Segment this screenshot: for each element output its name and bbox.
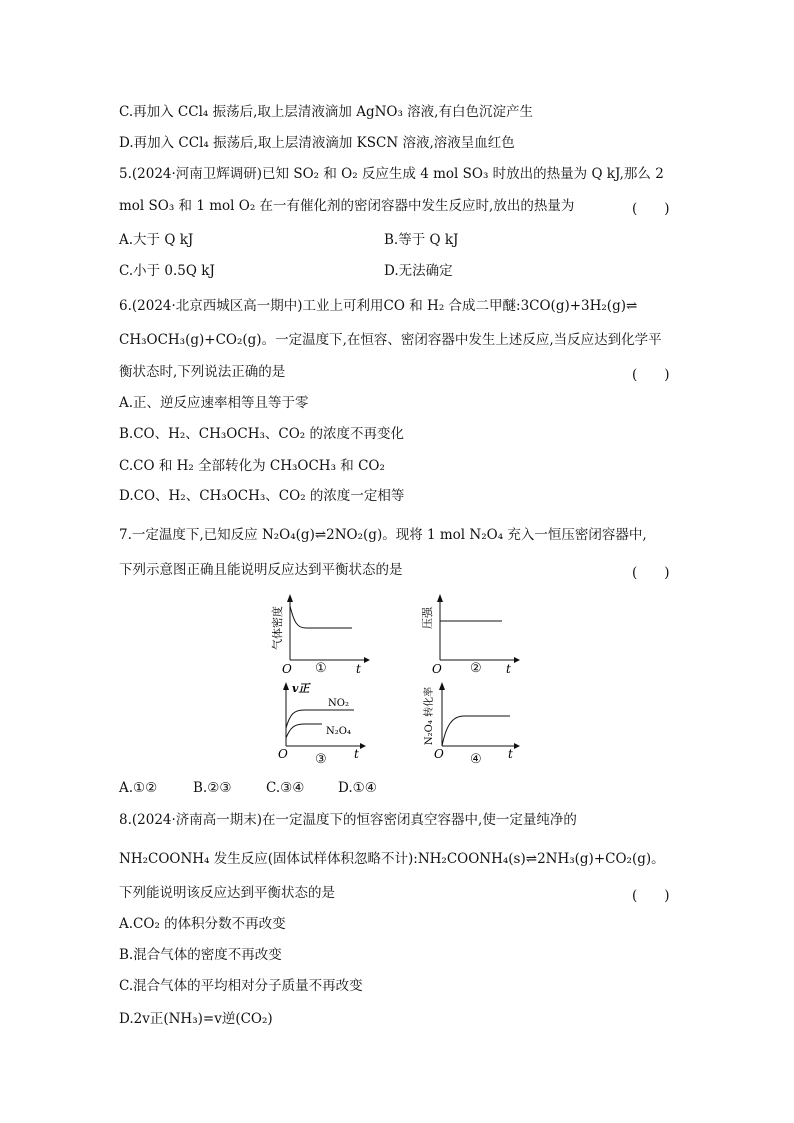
graph2-ylabel: 压强 — [421, 607, 434, 629]
graph-n2o4-conversion — [420, 676, 530, 764]
q8-stem-line2: NH₂COONH₄ 发生反应(固体试样体积忽略不计):NH₂COONH₄(s)⇌2NH₃(g)+CO₂(g)。 — [119, 851, 665, 867]
q7-answer-paren: ( ) — [632, 565, 670, 581]
q5-option-b: B.等于 Q kJ — [384, 232, 459, 248]
q8-stem-line1: 8.(2024·济南高一期末)在一定温度下的恒容密闭真空容器中,使一定量纯净的 — [119, 812, 577, 828]
q8-option-c: C.混合气体的平均相对分子质量不再改变 — [119, 978, 363, 994]
q7-option-c: C.③④ — [266, 780, 305, 796]
q6-stem-line1: 6.(2024·北京西城区高一期中)工业上可利用CO 和 H₂ 合成二甲醚:3CO(g)+3H₂(g)⇌ — [119, 298, 638, 314]
q8-stem-line3: 下列能说明该反应达到平衡状态的是 — [119, 885, 335, 901]
q6-answer-paren: ( ) — [632, 367, 670, 383]
graph3-xlabel: t — [354, 747, 359, 761]
q6-option-a: A.正、逆反应速率相等且等于零 — [119, 395, 309, 411]
graph4-ylabel: N₂O₄ 转化率 — [424, 686, 435, 746]
graph4-number: ④ — [470, 752, 482, 767]
graph3-ylabel: v正 — [292, 682, 310, 695]
q8-option-d: D.2v正(NH₃)=v逆(CO₂) — [119, 1011, 273, 1027]
graph3-number: ③ — [315, 752, 327, 767]
q6-option-b: B.CO、H₂、CH₃OCH₃、CO₂ 的浓度不再变化 — [119, 426, 404, 442]
graph2-number: ② — [470, 661, 482, 676]
q5-stem-line1: 5.(2024·河南卫辉调研)已知 SO₂ 和 O₂ 反应生成 4 mol SO₃ 时放出的热量为 Q kJ,那么 2 — [119, 166, 664, 182]
graph-forward-rate — [270, 676, 380, 764]
graph1-origin: O — [282, 662, 292, 676]
q7-stem-line1: 7.一定温度下,已知反应 N₂O₄(g)⇌2NO₂(g)。现将 1 mol N₂O₄ 充入一恒压密闭容器中, — [119, 527, 647, 543]
q6-option-d: D.CO、H₂、CH₃OCH₃、CO₂ 的浓度一定相等 — [119, 488, 405, 504]
q6-stem-line3: 衡状态时,下列说法正确的是 — [119, 364, 286, 380]
graph4-origin: O — [434, 747, 444, 761]
q5-answer-paren: ( ) — [632, 201, 670, 217]
q8-answer-paren: ( ) — [632, 888, 670, 904]
q5-option-c: C.小于 0.5Q kJ — [119, 263, 215, 279]
graph3-series-n2o4: N₂O₄ — [326, 726, 351, 737]
q7-option-b: B.②③ — [193, 780, 232, 796]
q8-option-b: B.混合气体的密度不再改变 — [119, 947, 282, 963]
q5-stem-line2: mol SO₃ 和 1 mol O₂ 在一有催化剂的密闭容器中发生反应时,放出的热量为 — [119, 198, 575, 214]
graph1-ylabel: 气体密度 — [271, 606, 284, 650]
graph3-series-no2: NO₂ — [328, 698, 349, 709]
graph1-number: ① — [315, 661, 327, 676]
graph1-xlabel: t — [356, 662, 361, 676]
q6-stem-line2: CH₃OCH₃(g)+CO₂(g)。一定温度下,在恒容、密闭容器中发生上述反应,当反应达到化学平 — [119, 332, 662, 348]
q5-option-d: D.无法确定 — [384, 263, 453, 279]
option-d-prev: D.再加入 CCl₄ 振荡后,取上层清液滴加 KSCN 溶液,溶液呈血红色 — [119, 135, 515, 151]
graph2-xlabel: t — [506, 662, 511, 676]
graph3-origin: O — [278, 747, 288, 761]
graph2-origin: O — [432, 662, 442, 676]
option-c-prev: C.再加入 CCl₄ 振荡后,取上层清液滴加 AgNO₃ 溶液,有白色沉淀产生 — [119, 104, 533, 120]
q7-option-a: A.①② — [119, 780, 158, 796]
graph4-xlabel: t — [508, 747, 513, 761]
q7-stem-line2: 下列示意图正确且能说明反应达到平衡状态的是 — [119, 562, 403, 578]
q7-option-d: D.①④ — [338, 780, 377, 796]
q5-option-a: A.大于 Q kJ — [119, 232, 194, 248]
q8-option-a: A.CO₂ 的体积分数不再改变 — [119, 916, 286, 932]
q6-option-c: C.CO 和 H₂ 全部转化为 CH₃OCH₃ 和 CO₂ — [119, 458, 385, 474]
